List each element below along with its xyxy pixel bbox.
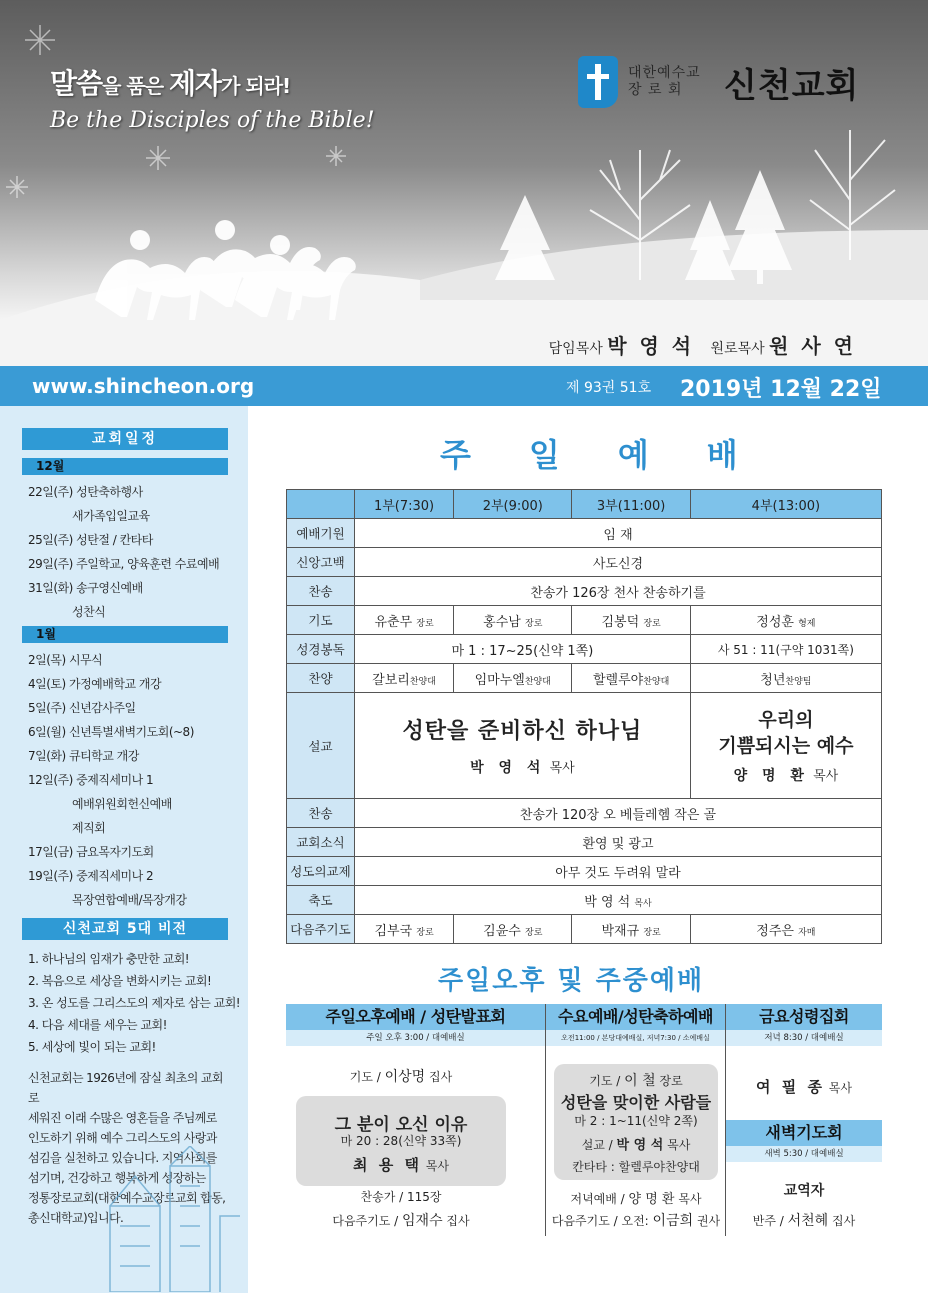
table-row	[287, 857, 882, 886]
schedule-item: 새가족입일교육	[72, 509, 150, 523]
vision-item: 4. 다음 세대를 세우는 교회!	[28, 1018, 167, 1032]
row-label: 찬송	[287, 799, 355, 828]
schedule-item: 목장연합예배/목장개강	[72, 893, 187, 907]
sunday-service-table	[286, 489, 882, 944]
weekday-service-title: 주일오후 및 주중예배	[438, 966, 705, 996]
winter-scene-illustration	[0, 0, 928, 366]
schedule-item: 예배위원회헌신예배	[72, 797, 172, 811]
row-label: 다음주기도	[287, 915, 355, 944]
vision-item: 3. 온 성도를 그리스도의 제자로 삼는 교회!	[28, 996, 241, 1010]
sermon-title: 성탄을 준비하신 하나님	[402, 719, 643, 744]
schedule-item: 19일(주) 중제직세미나 2	[28, 869, 154, 883]
schedule-item: 4일(토) 가정예배학교 개강	[28, 677, 162, 691]
info-bar	[0, 366, 928, 406]
table-row	[287, 548, 882, 577]
church-name: 신천교회	[724, 65, 860, 106]
table-row	[287, 799, 882, 828]
vision-heading: 신천교회 5대 비전	[22, 918, 228, 940]
sermon-box: 그 분이 오신 이유 마 20 : 28(신약 33쪽) 최 용 택 목사	[296, 1096, 506, 1186]
choir-cell: 할렐루야찬양대	[572, 664, 690, 693]
service-1-header: 1부(7:30)	[355, 490, 454, 519]
row-label: 설교	[287, 693, 355, 799]
header-banner	[0, 0, 928, 366]
sermon-4-cell: 우리의 기쁨되시는 예수 양 명 환 목사	[690, 693, 881, 799]
next-prayer-cell: 박재규 장로	[572, 915, 690, 944]
row-label: 기도	[287, 606, 355, 635]
schedule-item: 22일(주) 성탄축하행사	[28, 485, 143, 499]
weekday-services	[286, 1004, 882, 1236]
service-3-header: 3부(11:00)	[572, 490, 690, 519]
motto-english: Be the Disciples of the Bible!	[50, 108, 375, 133]
prayer-cell: 홍수남 장로	[454, 606, 572, 635]
vision-item: 1. 하나님의 임재가 충만한 교회!	[28, 952, 190, 966]
choir-cell: 청년찬양팀	[690, 664, 881, 693]
service-4-header: 4부(13:00)	[690, 490, 881, 519]
row-label: 예배기원	[287, 519, 355, 548]
schedule-item: 7일(화) 큐티학교 개강	[28, 749, 139, 763]
sermon-pastor: 박 영 석	[470, 760, 546, 776]
row-value: 아무 것도 두려워 말라	[355, 857, 882, 886]
choir-cell: 임마누엘찬양대	[454, 664, 572, 693]
church-logo	[578, 56, 859, 108]
prayer-cell: 정성훈 형제	[690, 606, 881, 635]
column-time: 주일 오후 3:00 / 대예배실	[286, 1030, 545, 1046]
dawn-prayer-heading: 새벽기도회	[726, 1120, 882, 1146]
website-link[interactable]: www.shincheon.org	[32, 374, 255, 398]
church-building-illustration	[90, 1146, 240, 1292]
table-row	[287, 886, 882, 915]
table-row	[287, 693, 882, 799]
table-row	[287, 577, 882, 606]
table-row	[287, 915, 882, 944]
next-prayer-cell: 정주은 자매	[690, 915, 881, 944]
schedule-heading: 교회일정	[22, 428, 228, 450]
choir-cell: 갈보리찬양대	[355, 664, 454, 693]
prayer-cell: 김봉덕 장로	[572, 606, 690, 635]
wednesday-service-column: 수요예배/성탄축하예배 오전11:00 / 본당대예배실, 저녁7:30 / 소예배실 기도 / 이 철 장로 성탄을 맞이한 사람들 마 2 : 1~11(신약 2쪽) 설교 / 박 영 석 목사 칸타타 : 할렐루야찬양대 저녁예배 / 양 명 환 목사 다음주기도 / 오전: 이금희 권사	[546, 1004, 726, 1236]
sermon-cell: 성탄을 준비하신 하나님 박 영 석 목사	[355, 693, 691, 799]
header-empty	[287, 490, 355, 519]
service-2-header: 2부(9:00)	[454, 490, 572, 519]
month-january: 1월	[22, 626, 228, 643]
row-value: 임 재	[355, 519, 882, 548]
row-label: 축도	[287, 886, 355, 915]
sidebar	[0, 406, 248, 1293]
pastor-info: 담임목사 박 영 석 원로목사 원 사 연	[548, 334, 856, 358]
prayer-cell: 유춘무 장로	[355, 606, 454, 635]
next-prayer-cell: 김윤수 장로	[454, 915, 572, 944]
schedule-item: 31일(화) 송구영신예배	[28, 581, 143, 595]
schedule-item: 제직회	[72, 821, 106, 835]
schedule-item: 25일(주) 성탄절 / 칸타타	[28, 533, 153, 547]
table-row	[287, 635, 882, 664]
row-label: 교회소식	[287, 828, 355, 857]
row-value: 찬송가 120장 오 베들레헴 작은 골	[355, 799, 882, 828]
denomination: 대한예수교 장 로 회	[628, 65, 701, 98]
month-december: 12월	[22, 458, 228, 475]
row-value: 사 51 : 11(구약 1031쪽)	[690, 635, 881, 664]
church-description: 신천교회는 1926년에 잠실 최초의 교회로 세워진 이래 수많은 영혼들을 주님께로 인도하기 위해 예수 그리스도의 사랑과 섬김을 실천하고 있습니다. 지역사회를 섬기며, 건강하고 행복하게 성장하는 정통장로교회(대한예수교장로교회 합동, 총신대학교)입니다.	[28, 1071, 226, 1225]
schedule-item: 29일(주) 주일학교, 양육훈련 수료예배	[28, 557, 220, 571]
sunday-service-title: 주일예배	[440, 436, 796, 474]
column-time: 저녁 8:30 / 대예배실	[726, 1030, 882, 1046]
table-row	[287, 664, 882, 693]
afternoon-service-column: 주일오후예배 / 성탄발표회 주일 오후 3:00 / 대예배실 기도 / 이상명 집사 그 분이 오신 이유 마 20 : 28(신약 33쪽) 최 용 택 목사 찬송가 / 115장 다음주기도 / 임재수 집사	[286, 1004, 546, 1236]
row-label: 성도의교제	[287, 857, 355, 886]
row-value: 환영 및 광고	[355, 828, 882, 857]
dawn-prayer-time: 새벽 5:30 / 대예배실	[726, 1146, 882, 1162]
column-time: 오전11:00 / 본당대예배실, 저녁7:30 / 소예배실	[546, 1030, 725, 1046]
schedule-item: 17일(금) 금요목자기도회	[28, 845, 154, 859]
issue-date: 2019년 12월 22일	[680, 377, 882, 402]
schedule-item: 5일(주) 신년감사주일	[28, 701, 136, 715]
schedule-item: 2일(목) 시무식	[28, 653, 103, 667]
table-row	[287, 519, 882, 548]
row-value: 사도신경	[355, 548, 882, 577]
row-label: 찬송	[287, 577, 355, 606]
schedule-item: 성찬식	[72, 605, 106, 619]
column-heading: 주일오후예배 / 성탄발표회	[286, 1004, 545, 1030]
row-label: 찬양	[287, 664, 355, 693]
column-heading: 수요예배/성탄축하예배	[546, 1004, 725, 1030]
vision-item: 2. 복음으로 세상을 변화시키는 교회!	[28, 974, 212, 988]
schedule-item: 12일(주) 중제직세미나 1	[28, 773, 154, 787]
cross-logo-icon	[578, 56, 618, 108]
table-row	[287, 828, 882, 857]
row-label: 성경봉독	[287, 635, 355, 664]
issue-volume: 제 93권 51호	[566, 380, 652, 396]
vision-item: 5. 세상에 빛이 되는 교회!	[28, 1040, 156, 1054]
sermon-box: 기도 / 이 철 장로 성탄을 맞이한 사람들 마 2 : 1~11(신약 2쪽) 설교 / 박 영 석 목사 칸타타 : 할렐루야찬양대	[554, 1064, 718, 1180]
motto-korean: 말씀을 품은 제자가 되라!	[50, 67, 291, 100]
friday-service-column: 금요성령집회 저녁 8:30 / 대예배실 여 필 종 목사 새벽기도회 새벽 5:30 / 대예배실 교역자 반주 / 서천혜 집사	[726, 1004, 882, 1236]
row-value: 박 영 석 목사	[355, 886, 882, 915]
row-value: 마 1 : 17~25(신약 1쪽)	[355, 635, 691, 664]
schedule-item: 6일(월) 신년특별새벽기도회(~8)	[28, 725, 194, 739]
next-prayer-cell: 김부국 장로	[355, 915, 454, 944]
table-row	[287, 606, 882, 635]
column-heading: 금요성령집회	[726, 1004, 882, 1030]
row-value: 찬송가 126장 천사 찬송하기를	[355, 577, 882, 606]
row-label: 신앙고백	[287, 548, 355, 577]
table-header-row	[287, 490, 882, 519]
